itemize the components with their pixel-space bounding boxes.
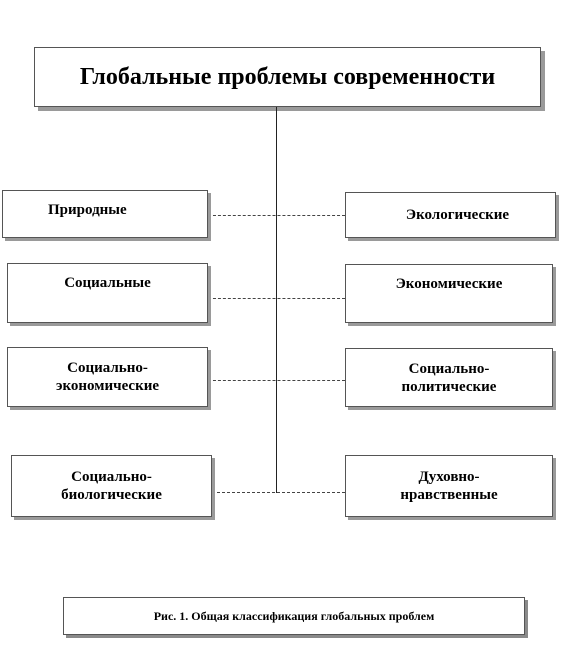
node-right-1-label: Экологические: [405, 207, 510, 223]
node-right-3-label: Социально- политические: [401, 360, 497, 395]
connector-row-2: [208, 298, 345, 299]
node-right-1: [345, 192, 556, 238]
node-left-3-label: Социально- экономические: [55, 360, 160, 394]
node-left-4-label: Социально- биологические: [61, 469, 162, 503]
root-title: Глобальные проблемы современности: [79, 63, 496, 90]
node-right-4-label: Духовно- нравственные: [400, 469, 498, 503]
node-left-4: [11, 455, 212, 517]
trunk-connector: [276, 107, 277, 493]
figure-caption-text: Рис. 1. Общая классификация глобальных проблем: [153, 608, 435, 623]
node-right-2-label: Экономические: [395, 276, 503, 292]
node-right-4: [345, 455, 553, 517]
connector-row-4: [212, 492, 345, 493]
node-right-3: [345, 348, 553, 407]
connector-row-3: [208, 380, 345, 381]
node-right-2: [345, 264, 553, 323]
node-left-1: [2, 190, 208, 238]
root-node: [34, 47, 541, 107]
connector-row-1: [208, 215, 345, 216]
node-left-3: [7, 347, 208, 407]
figure-caption: [63, 597, 525, 635]
node-left-2-label: Социальные: [64, 275, 151, 291]
node-left-1-label: Природные: [48, 202, 127, 218]
node-left-2: [7, 263, 208, 323]
